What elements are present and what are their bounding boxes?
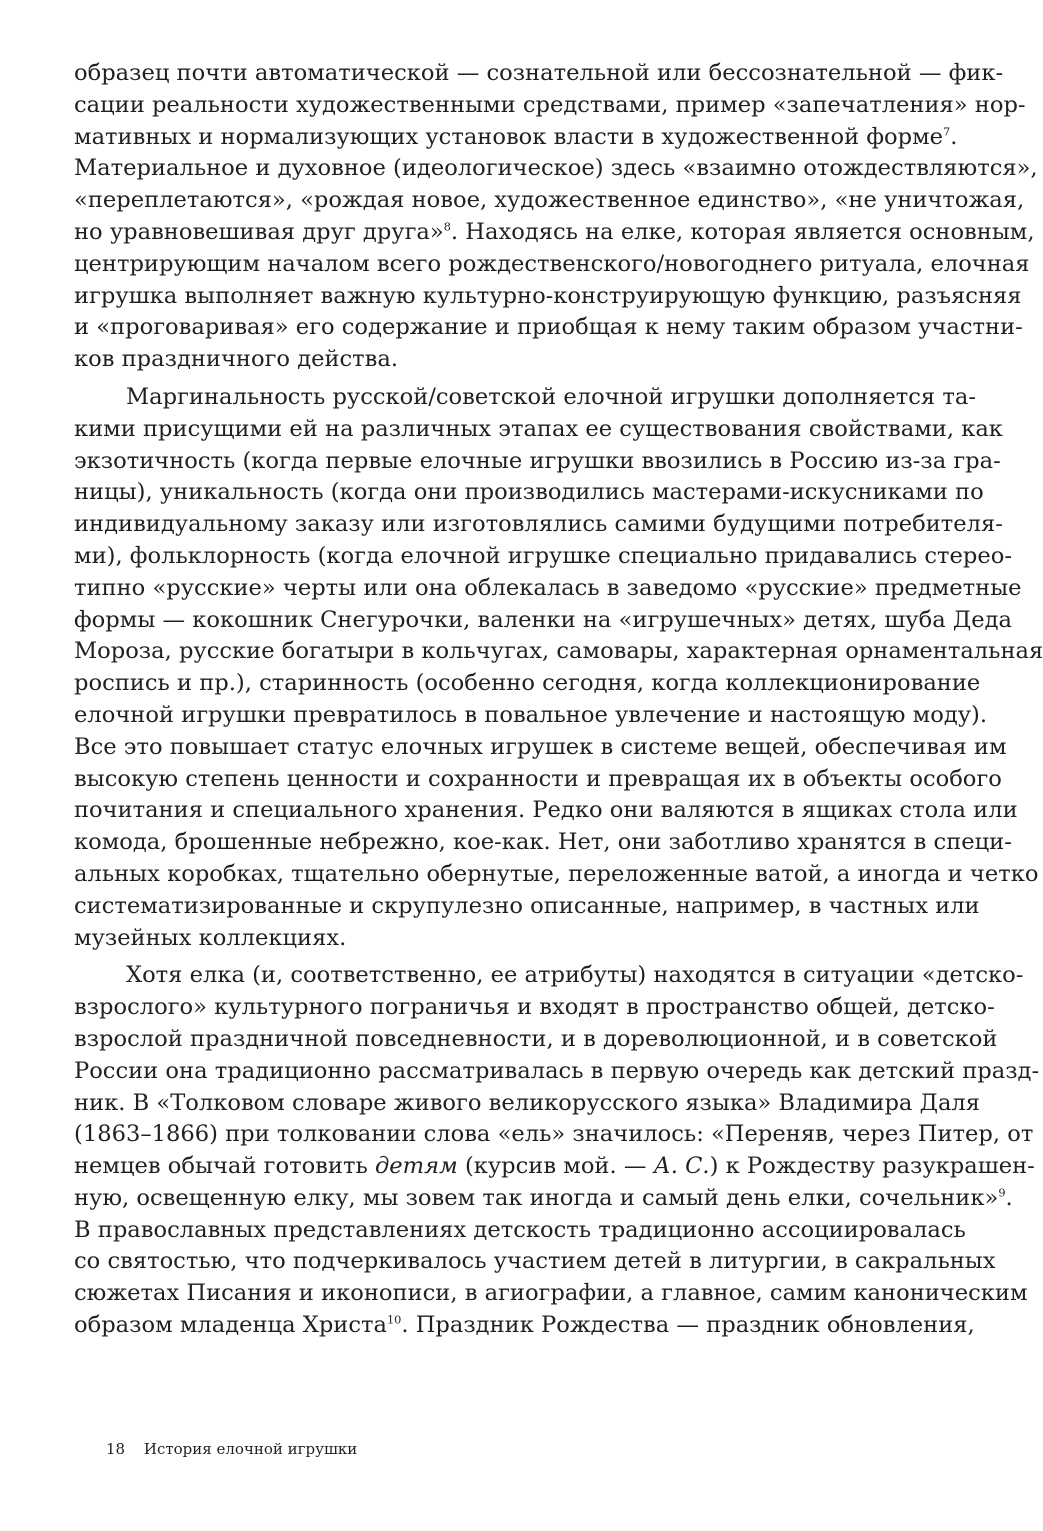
text-line: образец почти автоматической — сознательной или бессознательной — фик- bbox=[74, 60, 1004, 86]
footnote-ref: 8 bbox=[443, 220, 451, 234]
text-line: «переплетаются», «рождая новое, художественное единство», «не уничтожая, bbox=[74, 187, 1025, 214]
text-line: высокую степень ценности и сохранности и превращая их в объекты особого bbox=[74, 765, 1002, 792]
text-line: образом младенца Христа$^{10}$. Праздник Рождества — праздник обновления, bbox=[74, 1312, 975, 1339]
footnote-ref: 7 bbox=[943, 125, 951, 139]
text-line: игрушка выполняет важную культурно-конструирующую функцию, разъясняя bbox=[74, 282, 1022, 309]
text-line: альных коробках, тщательно обернутые, переложенные ватой, а иногда и четко bbox=[74, 860, 1039, 887]
text-line: типно «русские» черты или она облекалась в заведомо «русские» предметные bbox=[74, 574, 1022, 601]
text-line: кими присущими ей на различных этапах ее существования свойствами, как bbox=[74, 415, 1003, 442]
paragraph bbox=[74, 58, 1038, 376]
text-line: ник. В «Толковом словаре живого великорусского языка» Владимира Даля bbox=[74, 1089, 981, 1116]
text-line: Материальное и духовное (идеологическое) здесь «взаимно отождествляются», bbox=[74, 155, 1038, 182]
text-line: со святостью, что подчеркивалось участием детей в литургии, в сакральных bbox=[74, 1248, 996, 1275]
text-line: взрослой праздничной повседневности, и в дореволюционной, и в советской bbox=[74, 1025, 998, 1052]
text-line: Мороза, русские богатыри в кольчугах, самовары, характерная орнаментальная bbox=[74, 638, 1043, 665]
text-line: комода, брошенные небрежно, кое-как. Нет, они заботливо хранятся в специ- bbox=[74, 829, 1012, 856]
italic-text: А. С. bbox=[653, 1153, 710, 1180]
text-line: (1863–1866) при толковании слова «ель» значилось: «Переняв, через Питер, от bbox=[74, 1121, 1034, 1148]
text-line: сюжетах Писания и иконописи, в агиографии, а главное, самим каноническим bbox=[74, 1280, 1028, 1307]
running-title: История елочной игрушки bbox=[143, 1440, 358, 1458]
italic-text: детям bbox=[374, 1153, 458, 1180]
text-line: Все это повышает статус елочных игрушек в системе вещей, обеспечивая им bbox=[74, 733, 1007, 760]
text-line: елочной игрушки превратилось в повальное увлечение и настоящую моду). bbox=[74, 701, 988, 728]
text-line: мативных и нормализующих установок власти в художественной форме$^7$. bbox=[74, 123, 958, 150]
page-body bbox=[74, 58, 1043, 1342]
text-line: и «проговаривая» его содержание и приобщая к нему таким образом участни- bbox=[74, 314, 1023, 341]
footnote-ref: 10 bbox=[386, 1313, 402, 1327]
text-line: центрирующим началом всего рождественского/новогоднего ритуала, елочная bbox=[74, 250, 1030, 277]
text-line: индивидуальному заказу или изготовлялись самими будущими потребителя- bbox=[74, 511, 1003, 538]
text-line: ную, освещенную елку, мы зовем так иногда и самый день елки, сочельник»$^9$. bbox=[74, 1184, 1013, 1211]
text-line: сации реальности художественными средствами, пример «запечатления» нор- bbox=[74, 91, 1026, 118]
paragraph bbox=[74, 960, 1040, 1342]
text-line: музейных коллекциях. bbox=[74, 924, 347, 951]
text-line: В православных представлениях детскость традиционно ассоциировалась bbox=[74, 1216, 966, 1243]
page-number: 18 bbox=[106, 1440, 126, 1458]
text-line: ми), фольклорность (когда елочной игрушке специально придавались стерео- bbox=[74, 542, 1012, 569]
text-line: ков праздничного действа. bbox=[74, 346, 399, 373]
page-footer bbox=[106, 1440, 357, 1458]
footnote-ref: 9 bbox=[998, 1186, 1006, 1200]
text-line: формы — кокошник Снегурочки, валенки на «игрушечных» детях, шуба Деда bbox=[74, 606, 1012, 633]
text-line: Маргинальность русской/советской елочной игрушки дополняется та- bbox=[126, 383, 976, 410]
text-line: взрослого» культурного пограничья и входят в пространство общей, детско- bbox=[74, 994, 995, 1021]
text-line: Хотя елка (и, соответственно, ее атрибуты) находятся в ситуации «детско- bbox=[126, 962, 1024, 989]
text-line: немцев обычай готовить детям (курсив мой. — А. С.) к Рождеству разукрашен- bbox=[74, 1153, 1035, 1180]
text-line: экзотичность (когда первые елочные игрушки ввозились в Россию из-за гра- bbox=[74, 447, 1001, 474]
text-line: но уравновешивая друг друга»$^8$. Находясь на елке, которая является основным, bbox=[74, 218, 1035, 245]
text-line: почитания и специального хранения. Редко они валяются в ящиках стола или bbox=[74, 797, 1018, 824]
text-line: ницы), уникальность (когда они производились мастерами-искусниками по bbox=[74, 479, 984, 506]
text-line: роспись и пр.), старинность (особенно сегодня, когда коллекционирование bbox=[74, 670, 981, 697]
paragraph bbox=[74, 382, 1043, 954]
text-line: систематизированные и скрупулезно описанные, например, в частных или bbox=[74, 892, 980, 919]
text-line: России она традиционно рассматривалась в первую очередь как детский празд- bbox=[74, 1057, 1040, 1084]
